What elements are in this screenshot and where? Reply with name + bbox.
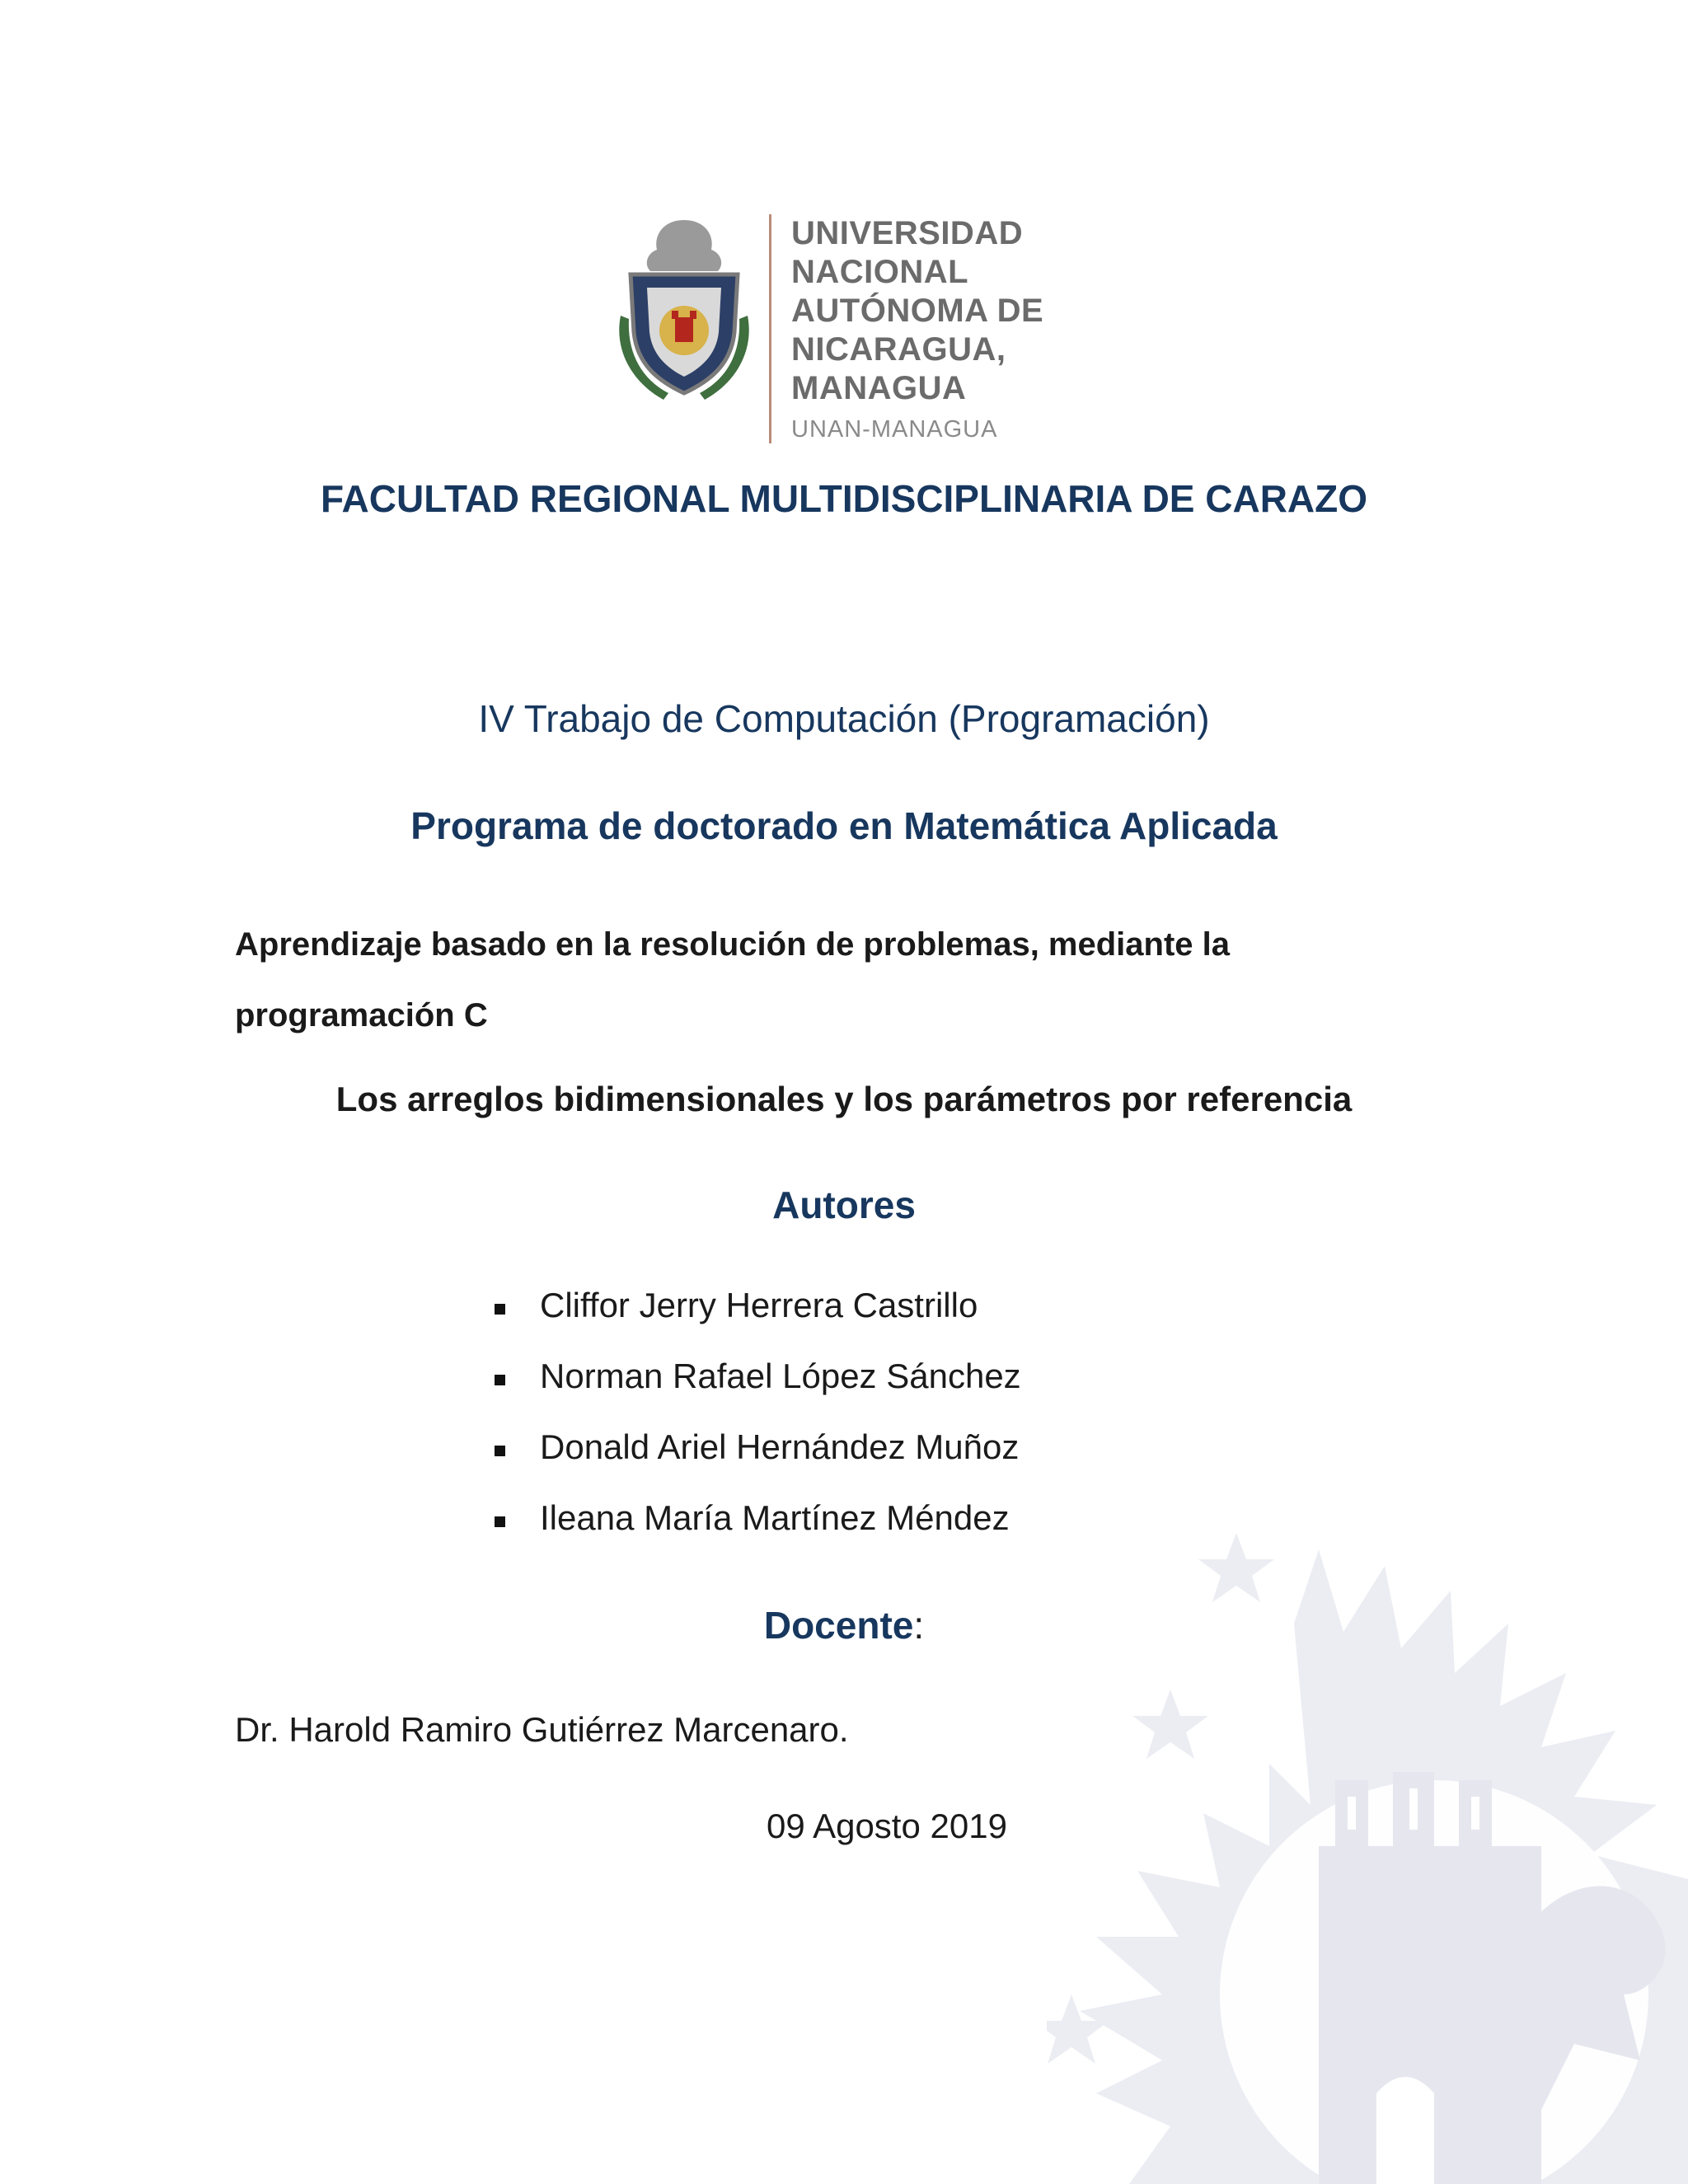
bullet-icon xyxy=(495,1516,505,1527)
university-logo xyxy=(614,210,1043,449)
logo-text-line: MANAGUA xyxy=(791,370,967,406)
date: 09 Agosto 2019 xyxy=(767,1807,1007,1845)
list-item xyxy=(486,1427,1021,1498)
topic-title: Los arreglos bidimensionales y los parámetros por referencia xyxy=(335,1080,1353,1118)
list-item xyxy=(486,1498,1021,1569)
university-crest-icon xyxy=(614,217,754,406)
author-name: Cliffor Jerry Herrera Castrillo xyxy=(540,1286,978,1324)
list-item xyxy=(486,1286,1021,1357)
author-name: Donald Ariel Hernández Muñoz xyxy=(540,1427,1020,1466)
logo-abbreviation: UNAN-MANAGUA xyxy=(791,416,998,443)
faculty-title: FACULTAD REGIONAL MULTIDISCIPLINARIA DE CARAZO xyxy=(320,477,1368,520)
teacher-label: Docente xyxy=(763,1604,914,1647)
author-name: Norman Rafael López Sánchez xyxy=(540,1357,1021,1395)
program-title: Programa de doctorado en Matemática Aplicada xyxy=(410,804,1278,847)
subject-line: programación C xyxy=(235,997,488,1033)
assignment-title: IV Trabajo de Computación (Programación) xyxy=(478,697,1210,740)
logo-text-line: NICARAGUA, xyxy=(791,331,1006,368)
logo-divider xyxy=(769,214,771,443)
teacher-name: Dr. Harold Ramiro Gutiérrez Marcenaro. xyxy=(235,1710,849,1749)
teacher-heading xyxy=(0,1603,1688,1647)
subject-heading xyxy=(235,909,1306,1051)
logo-text-line: UNIVERSIDAD xyxy=(791,215,1024,251)
list-item xyxy=(486,1357,1021,1427)
logo-text-line: NACIONAL xyxy=(791,254,969,290)
subject-line: Aprendizaje basado en la resolución de problemas, mediante la xyxy=(235,926,1231,963)
logo-text-line: AUTÓNOMA DE xyxy=(791,293,1044,329)
authors-list xyxy=(486,1286,1021,1569)
teacher-colon: : xyxy=(913,1604,925,1647)
bullet-icon xyxy=(495,1446,505,1456)
author-name: Ileana María Martínez Méndez xyxy=(540,1498,1010,1537)
bullet-icon xyxy=(495,1304,505,1315)
authors-heading: Autores xyxy=(772,1183,916,1226)
bullet-icon xyxy=(495,1375,505,1385)
